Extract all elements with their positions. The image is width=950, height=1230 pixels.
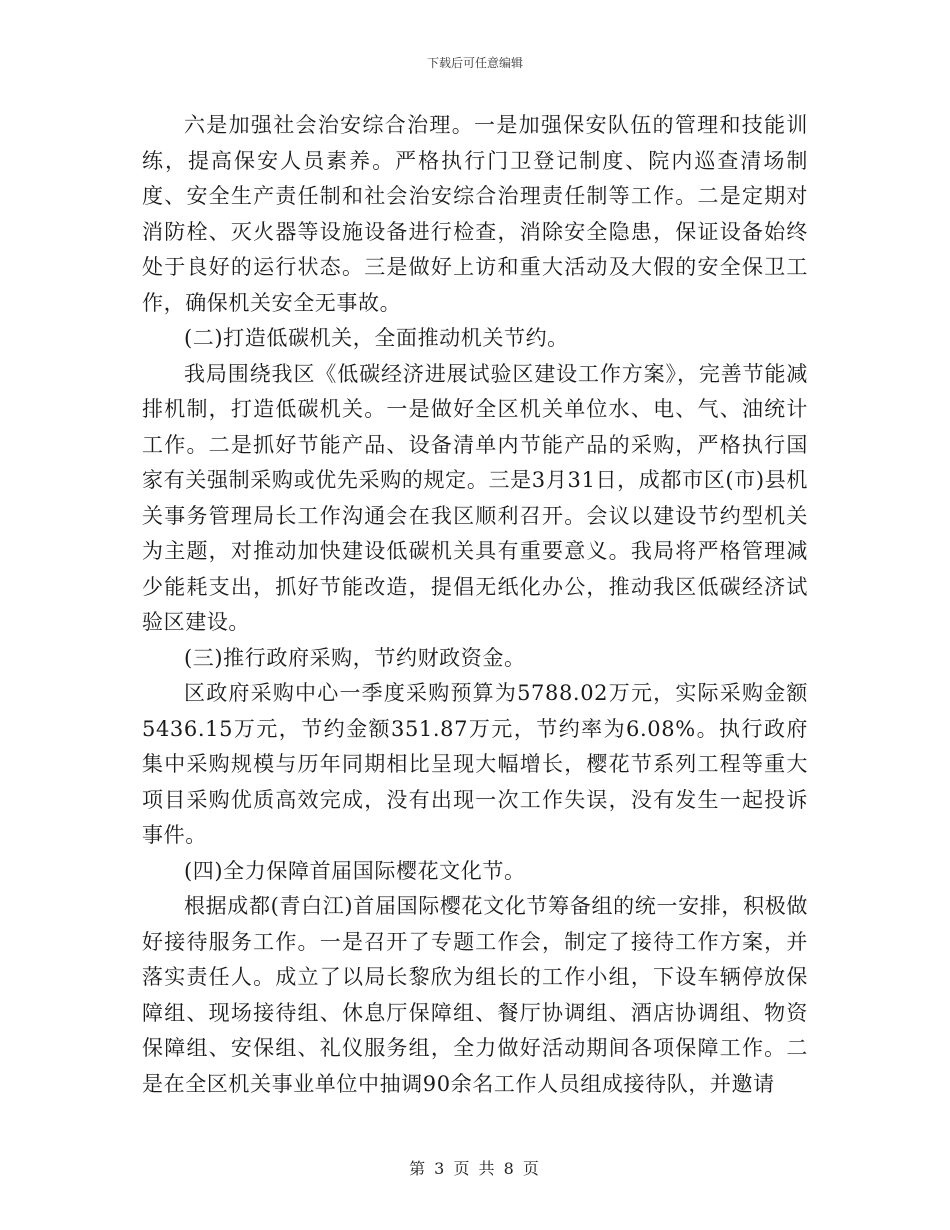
paragraph-sakura-festival: 根据成都(青白江)首届国际樱花文化节筹备组的统一安排，积极做好接待服务工作。一是召开了专题工作会，制定了接待工作方案，并落实责任人。成立了以局长黎欣为组长的工作小组，下设车辆停放保障组、现场接待组、休息厅保障组、餐厅协调组、酒店协调组、物资保障组、安保组、礼仪服务组，全力做好活动期间各项保障工作。二是在全区机关事业单位中抽调90余名工作人员组成接待队，并邀请 <box>142 894 808 1096</box>
page-number: 第 3 页 共 8 页 <box>409 1159 541 1178</box>
document-body <box>142 108 808 1102</box>
paragraph-low-carbon: 我局围绕我区《低碳经济进展试验区建设工作方案》，完善节能减排机制，打造低碳机关。一是做好全区机关单位水、电、气、油统计工作。二是抓好节能产品、设备清单内节能产品的采购，严格执行国家有关强制采购或优先采购的规定。三是3月31日，成都市区(市)县机关事务管理局长工作沟通会在我区顺利召开。会议以建设节约型机关为主题，对推动加快建设低碳机关具有重要意义。我局将严格管理减少能耗支出，抓好节能改造，提倡无纸化办公，推动我区低碳经济试验区建设。 <box>142 361 808 634</box>
page-header: 下载后可任意编辑 <box>426 56 523 70</box>
heading-sakura-festival: (四)全力保障首届国际樱花文化节。 <box>184 858 526 883</box>
heading-procurement: (三)推行政府采购，节约财政资金。 <box>184 645 526 670</box>
paragraph-procurement: 区政府采购中心一季度采购预算为5788.02万元，实际采购金额5436.15万元，节约金额351.87万元，节约率为6.08%。执行政府集中采购规模与历年同期相比呈现大幅增长，樱花节系列工程等重大项目采购优质高效完成，没有出现一次工作失误，没有发生一起投诉事件。 <box>142 681 808 847</box>
heading-low-carbon: (二)打造低碳机关，全面推动机关节约。 <box>184 326 569 350</box>
paragraph-security: 六是加强社会治安综合治理。一是加强保安队伍的管理和技能训练，提高保安人员素养。严格执行门卫登记制度、院内巡查清场制度、安全生产责任制和社会治安综合治理责任制等工作。二是定期对消防栓、灭火器等设施设备进行检查，消除安全隐患，保证设备始终处于良好的运行状态。三是做好上访和重大活动及大假的安全保卫工作，确保机关安全无事故。 <box>142 113 808 315</box>
